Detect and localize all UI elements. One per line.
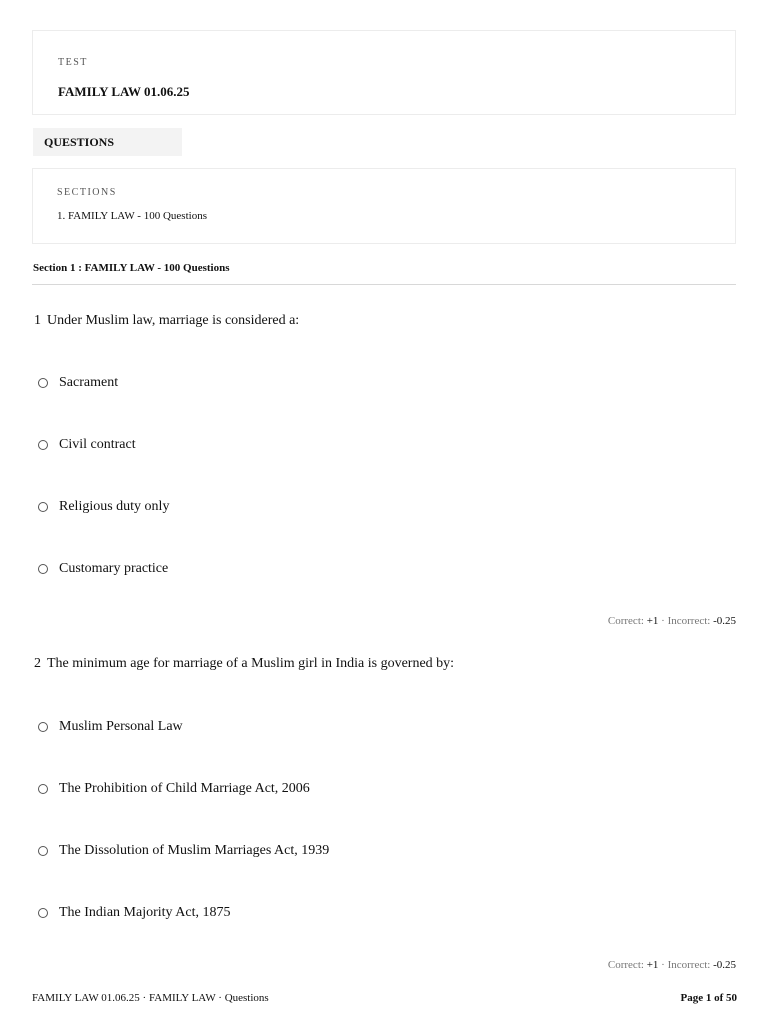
radio-button-icon[interactable] <box>38 846 48 856</box>
question-2-option-1[interactable] <box>38 719 183 735</box>
option-label: The Indian Majority Act, 1875 <box>59 905 231 920</box>
sections-card <box>32 168 736 244</box>
incorrect-label: Incorrect: <box>667 615 711 627</box>
radio-button-icon[interactable] <box>38 378 48 388</box>
question-2-option-2[interactable] <box>38 781 310 797</box>
sections-label: SECTIONS <box>57 187 117 198</box>
section-link-family-law[interactable]: 1. FAMILY LAW - 100 Questions <box>57 210 207 222</box>
radio-button-icon[interactable] <box>38 722 48 732</box>
incorrect-value: -0.25 <box>713 959 736 971</box>
marks-separator: · <box>661 959 665 971</box>
question-2-marks <box>608 959 736 971</box>
question-2-option-4[interactable] <box>38 905 230 921</box>
question-1-option-2[interactable] <box>38 437 136 453</box>
question-text: The minimum age for marriage of a Muslim girl in India is governed by: <box>47 656 455 671</box>
footer-document-info: FAMILY LAW 01.06.25 · FAMILY LAW · Questions <box>32 992 269 1004</box>
question-text: Under Muslim law, marriage is considered a: <box>47 313 300 328</box>
correct-label: Correct: <box>607 959 644 971</box>
footer-page-number: Page 1 of 50 <box>680 992 737 1004</box>
tab-questions[interactable]: QUESTIONS <box>33 128 182 156</box>
question-number: 1 <box>34 313 41 328</box>
option-label: The Dissolution of Muslim Marriages Act, 1939 <box>59 843 330 858</box>
question-1-option-4[interactable] <box>38 561 168 577</box>
correct-label: Correct: <box>607 615 644 627</box>
radio-button-icon[interactable] <box>38 564 48 574</box>
question-number: 2 <box>34 656 41 671</box>
incorrect-value: -0.25 <box>713 615 736 627</box>
option-label: Civil contract <box>59 437 136 452</box>
section-heading: Section 1 : FAMILY LAW - 100 Questions <box>33 262 230 274</box>
marks-separator: · <box>661 615 665 627</box>
incorrect-label: Incorrect: <box>667 959 711 971</box>
radio-button-icon[interactable] <box>38 502 48 512</box>
option-label: Customary practice <box>59 561 169 576</box>
option-label: The Prohibition of Child Marriage Act, 2006 <box>59 781 310 796</box>
section-divider <box>32 284 736 285</box>
option-label: Muslim Personal Law <box>59 719 183 734</box>
option-label: Religious duty only <box>59 499 170 514</box>
test-label: TEST <box>58 57 88 68</box>
radio-button-icon[interactable] <box>38 908 48 918</box>
question-1-stem <box>34 313 299 329</box>
test-title: FAMILY LAW 01.06.25 <box>58 84 190 99</box>
question-1-marks <box>608 615 736 627</box>
correct-value: +1 <box>646 959 659 971</box>
question-1-option-1[interactable] <box>38 375 118 391</box>
radio-button-icon[interactable] <box>38 784 48 794</box>
radio-button-icon[interactable] <box>38 440 48 450</box>
question-2-option-3[interactable] <box>38 843 329 859</box>
test-header-card <box>32 30 736 115</box>
question-1-option-3[interactable] <box>38 499 169 515</box>
correct-value: +1 <box>646 615 659 627</box>
question-2-stem <box>34 656 454 672</box>
option-label: Sacrament <box>59 375 119 390</box>
